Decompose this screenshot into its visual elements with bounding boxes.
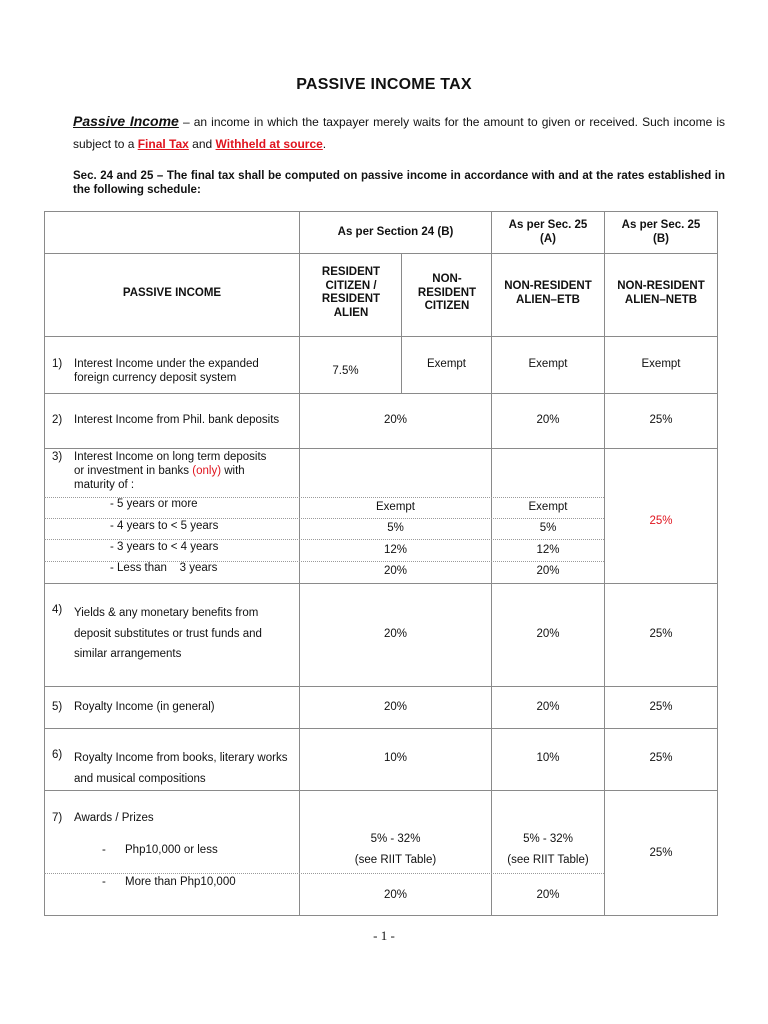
header-passive-income: PASSIVE INCOME — [122, 287, 222, 299]
page-number: - 1 - — [373, 928, 395, 943]
row7-number: 7) — [52, 812, 63, 824]
row1-netb-value: Exempt — [641, 358, 681, 370]
row7-etb-note: (see RIIT Table) — [507, 854, 589, 866]
header-nra-etb: NON-RESIDENT ALIEN–ETB — [504, 280, 592, 306]
row3-netb-value: 25% — [649, 515, 673, 527]
row4-etb-value: 20% — [536, 628, 560, 640]
row2-netb-value: 25% — [649, 414, 673, 426]
row4-netb-value: 25% — [649, 628, 673, 640]
row5-number: 5) — [52, 701, 63, 713]
row3-sub-etb: 5% — [539, 522, 557, 534]
row7-sub1-dash: - — [102, 844, 106, 856]
row1-rc-value: 7.5% — [332, 365, 359, 377]
row2-etb-value: 20% — [536, 414, 560, 426]
row6-number: 6) — [52, 749, 63, 761]
section-note: Sec. 24 and 25 – The final tax shall be computed on passive income in accordance with and at the rates established in the following schedule: — [73, 170, 725, 196]
header-nra-netb: NON-RESIDENT ALIEN–NETB — [617, 280, 705, 306]
row3-label-only: (only) — [192, 465, 222, 477]
row5-netb-value: 25% — [649, 701, 673, 713]
intro-paragraph — [73, 110, 725, 155]
header-empty-cell — [44, 211, 300, 254]
row3-label-b: with maturity of : — [74, 465, 245, 491]
passive-income-term: Passive Income — [73, 113, 179, 129]
row7-sec24-value: 20% — [383, 889, 408, 901]
intro-definition: – an income in which the taxpayer merely waits for the amount to given or received. Such income is subject to a — [73, 115, 726, 151]
header-nrc: NON-RESIDENT CITIZEN — [417, 273, 477, 312]
intro-period: . — [322, 137, 327, 151]
row7-sub2-label: More than Php10,000 — [125, 876, 236, 888]
row4-sec24-value: 20% — [383, 628, 408, 640]
intro-and: and — [188, 137, 216, 151]
header-sec24: As per Section 24 (B) — [337, 226, 454, 238]
row6-etb-value: 10% — [536, 752, 560, 764]
row4-number: 4) — [52, 604, 63, 616]
row7-sub1-label: Php10,000 or less — [125, 844, 218, 856]
row3-sub-label: - 4 years to < 5 years — [110, 520, 219, 532]
row7-sub2-dash: - — [102, 876, 106, 888]
row3-sub-etb: Exempt — [528, 501, 568, 513]
row2-sec24-value: 20% — [383, 414, 408, 426]
row7-etb-value: 20% — [536, 889, 560, 901]
row6-netb-value: 25% — [649, 752, 673, 764]
row1-etb-value: Exempt — [528, 358, 568, 370]
page-title: PASSIVE INCOME TAX — [296, 76, 472, 93]
row1-nrc-value: Exempt — [427, 358, 466, 370]
row5-etb-value: 20% — [536, 701, 560, 713]
row3-sub-sec24: 5% — [387, 522, 404, 534]
passive-income-table — [44, 211, 718, 916]
row4-label: Yields & any monetary benefits from deposit substitutes or trust funds and similar arrangements — [74, 607, 262, 660]
header-sec25b: As per Sec. 25 (B) — [621, 219, 701, 245]
row2-number: 2) — [52, 414, 63, 426]
row3-label-a: Interest Income on long term deposits or investment in banks — [74, 451, 267, 477]
row7-label: Awards / Prizes — [74, 812, 154, 824]
row3-sub-sec24: Exempt — [376, 501, 415, 513]
row3-sub-sec24: 12% — [383, 544, 408, 556]
row7-netb-value: 25% — [649, 847, 673, 859]
row2-label: Interest Income from Phil. bank deposits — [74, 414, 280, 426]
row3-sub-sec24: 20% — [383, 565, 408, 577]
header-sec25a: As per Sec. 25 (A) — [508, 219, 588, 245]
row3-sub-etb: 12% — [536, 544, 560, 556]
row5-sec24-value: 20% — [383, 701, 408, 713]
withheld-highlight: Withheld at source — [215, 137, 323, 151]
row3-sub-label: - 5 years or more — [110, 498, 198, 510]
row6-sec24-value: 10% — [383, 752, 408, 764]
row3-sub-label: - Less than 3 years — [110, 562, 218, 574]
row3-label — [74, 450, 279, 492]
header-rc-ra: RESIDENT CITIZEN / RESIDENT ALIEN — [321, 266, 381, 319]
row5-label: Royalty Income (in general) — [74, 701, 215, 713]
row7-sec24-range: 5% - 32% — [370, 833, 421, 845]
row3-number: 3) — [52, 451, 63, 463]
row1-number: 1) — [52, 358, 63, 370]
row3-sub-etb: 20% — [536, 565, 560, 577]
row7-etb-range: 5% - 32% — [523, 833, 573, 845]
row3-sub-label: - 3 years to < 4 years — [110, 541, 219, 553]
row6-label: Royalty Income from books, literary works and musical compositions — [74, 752, 288, 785]
row1-label: Interest Income under the expanded foreign currency deposit system — [74, 358, 259, 384]
final-tax-highlight: Final Tax — [137, 137, 189, 151]
row7-sec24-note: (see RIIT Table) — [354, 854, 437, 866]
row7-divider — [44, 873, 604, 874]
